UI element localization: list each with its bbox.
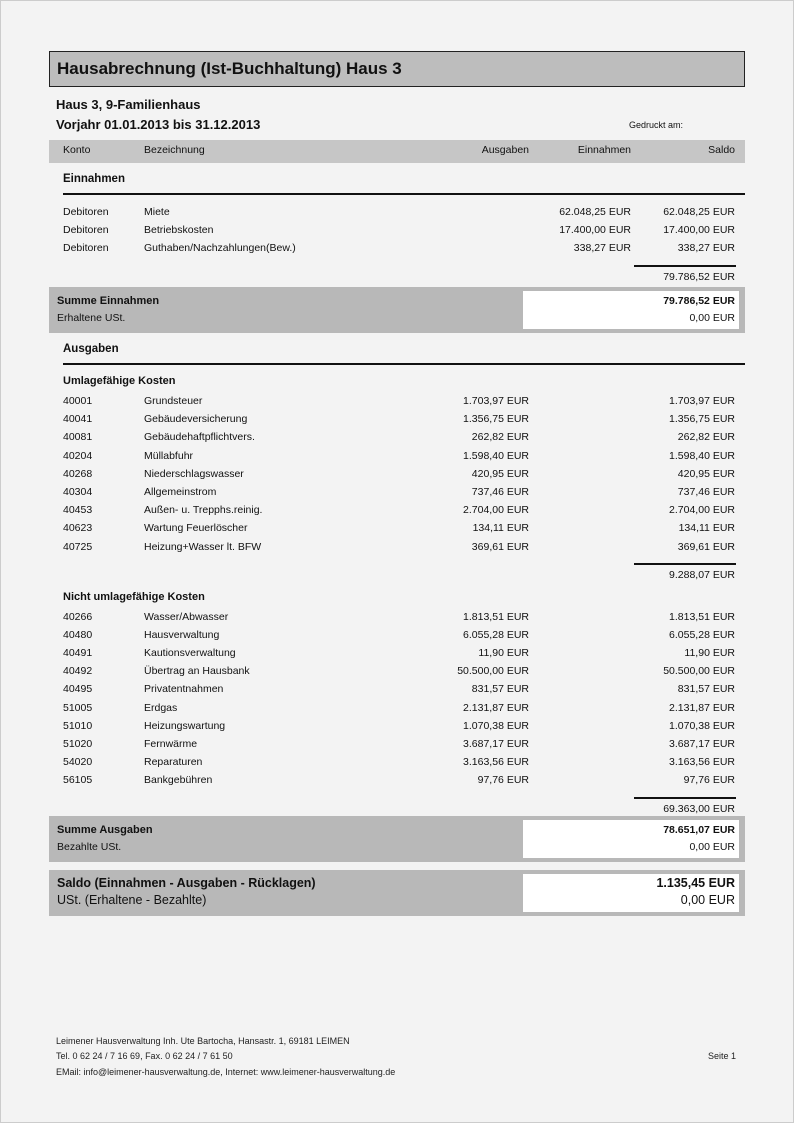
table-row <box>49 627 745 645</box>
col-einnahmen: Einnahmen <box>577 144 631 156</box>
summe-label: Summe Einnahmen <box>57 295 160 307</box>
cell-ausgaben: 1.813,51 EUR <box>463 610 529 623</box>
group-subtotal: 9.288,07 EUR <box>669 568 735 581</box>
col-saldo: Saldo <box>708 144 735 156</box>
table-row <box>49 484 745 502</box>
cell-einnahmen: 338,27 EUR <box>573 242 631 255</box>
cell-konto: 40041 <box>63 413 93 426</box>
table-row <box>49 429 745 447</box>
cell-konto: 40081 <box>63 431 93 444</box>
divider <box>63 193 745 195</box>
cell-ausgaben: 11,90 EUR <box>478 647 529 660</box>
cell-konto: 40266 <box>63 610 93 623</box>
cell-ausgaben: 2.131,87 EUR <box>463 701 529 714</box>
cell-saldo: 1.703,97 EUR <box>669 395 735 407</box>
table-row <box>49 466 745 484</box>
cell-bezeichnung: Allgemeinstrom <box>144 485 217 498</box>
col-bezeichnung: Bezeichnung <box>144 144 205 156</box>
cell-bezeichnung: Wasser/Abwasser <box>144 610 229 623</box>
cell-ausgaben: 3.687,17 EUR <box>463 738 529 750</box>
table-row <box>49 204 745 222</box>
cell-konto: 54020 <box>63 756 93 769</box>
cell-konto: 40495 <box>63 683 93 696</box>
col-konto: Konto <box>63 144 91 156</box>
cell-bezeichnung: Wartung Feuerlöscher <box>144 522 248 535</box>
cell-ausgaben: 420,95 EUR <box>471 467 529 480</box>
cell-bezeichnung: Hausverwaltung <box>144 628 220 641</box>
cell-bezeichnung: Bankgebühren <box>144 774 213 787</box>
cell-konto: 40492 <box>63 665 93 678</box>
cell-ausgaben: 1.070,38 EUR <box>463 719 529 732</box>
cell-konto: 40304 <box>63 485 93 498</box>
ust-label: Bezahlte USt. <box>57 841 122 853</box>
cell-konto: Debitoren <box>63 224 109 237</box>
cell-bezeichnung: Fernwärme <box>144 738 198 750</box>
cell-konto: 51010 <box>63 719 93 732</box>
cell-ausgaben: 262,82 EUR <box>471 431 529 444</box>
cell-konto: 40268 <box>63 467 93 480</box>
cell-bezeichnung: Gebäudeversicherung <box>144 413 248 426</box>
cell-saldo: 11,90 EUR <box>684 647 735 660</box>
group-subtotal: 69.363,00 EUR <box>663 802 735 815</box>
table-row <box>49 411 745 429</box>
cell-bezeichnung: Reparaturen <box>144 756 203 769</box>
ust-value: 0,00 EUR <box>689 841 735 853</box>
table-row <box>49 772 745 790</box>
cell-konto: 40001 <box>63 395 93 407</box>
cell-saldo: 1.070,38 EUR <box>669 719 735 732</box>
printed-label: Gedruckt am: <box>629 120 684 130</box>
cell-ausgaben: 1.598,40 EUR <box>463 449 529 462</box>
cell-ausgaben: 134,11 EUR <box>472 522 529 535</box>
page-number: Seite 1 <box>708 1051 737 1061</box>
period: Vorjahr 01.01.2013 bis 31.12.2013 <box>56 117 261 132</box>
cell-bezeichnung: Heizungswartung <box>144 719 226 732</box>
ust-value: 0,00 EUR <box>689 312 735 324</box>
footer-contact: EMail: info@leimener-hausverwaltung.de, Internet: www.leimener-hausverwaltung.de <box>56 1067 396 1077</box>
cell-saldo: 134,11 EUR <box>678 522 735 535</box>
cell-saldo: 737,46 EUR <box>677 485 735 498</box>
saldo-label: Saldo (Einnahmen - Ausgaben - Rücklagen) <box>57 876 316 890</box>
table-row <box>49 736 745 754</box>
cell-einnahmen: 62.048,25 EUR <box>559 206 631 218</box>
cell-saldo: 50.500,00 EUR <box>663 665 735 678</box>
cell-saldo: 62.048,25 EUR <box>663 206 735 218</box>
section-heading: Ausgaben <box>63 343 119 355</box>
cell-bezeichnung: Außen- u. Trepphs.reinig. <box>144 504 263 517</box>
saldo-box <box>49 870 745 916</box>
ust-diff-value: 0,00 EUR <box>680 893 735 907</box>
cell-bezeichnung: Heizung+Wasser lt. BFW <box>144 540 262 553</box>
cell-saldo: 1.356,75 EUR <box>669 413 735 426</box>
cell-ausgaben: 831,57 EUR <box>471 683 529 696</box>
ausgaben-section <box>49 343 745 822</box>
cell-bezeichnung: Guthaben/Nachzahlungen(Bew.) <box>144 242 296 255</box>
cell-saldo: 831,57 EUR <box>677 683 735 696</box>
cell-saldo: 1.598,40 EUR <box>669 449 735 462</box>
cell-bezeichnung: Betriebskosten <box>144 224 214 237</box>
cell-bezeichnung: Erdgas <box>144 701 178 714</box>
cell-saldo: 369,61 EUR <box>677 540 735 553</box>
cell-bezeichnung: Müllabfuhr <box>144 449 194 462</box>
cell-bezeichnung: Privatentnahmen <box>144 683 224 696</box>
cell-ausgaben: 2.704,00 EUR <box>463 504 529 517</box>
cell-saldo: 1.813,51 EUR <box>669 610 735 623</box>
cell-bezeichnung: Niederschlagswasser <box>144 467 244 480</box>
cell-saldo: 2.131,87 EUR <box>669 701 735 714</box>
cell-konto: 40453 <box>63 504 93 517</box>
group-heading: Umlagefähige Kosten <box>63 375 176 387</box>
cell-bezeichnung: Übertrag an Hausbank <box>144 665 250 678</box>
table-row <box>49 754 745 772</box>
table-row <box>49 520 745 538</box>
table-row <box>49 448 745 466</box>
cell-konto: 40491 <box>63 647 93 660</box>
cell-saldo: 262,82 EUR <box>677 431 735 444</box>
cell-bezeichnung: Gebäudehaftpflichtvers. <box>144 431 255 444</box>
cell-saldo: 6.055,28 EUR <box>669 628 735 641</box>
cell-saldo: 3.687,17 EUR <box>669 738 735 750</box>
column-header <box>49 140 745 163</box>
document-title: Hausabrechnung (Ist-Buchhaltung) Haus 3 <box>49 51 745 87</box>
cell-ausgaben: 737,46 EUR <box>471 485 529 498</box>
summe-label: Summe Ausgaben <box>57 824 153 836</box>
col-ausgaben: Ausgaben <box>481 144 529 156</box>
summe-value: 79.786,52 EUR <box>663 295 735 307</box>
summe-ausgaben-box <box>49 816 745 862</box>
cell-konto: 51020 <box>63 738 93 750</box>
cell-konto: 51005 <box>63 701 93 714</box>
cell-konto: 56105 <box>63 774 93 787</box>
ust-label: Erhaltene USt. <box>57 312 126 324</box>
table-row <box>49 663 745 681</box>
cell-ausgaben: 97,76 EUR <box>477 774 529 787</box>
table-row <box>49 700 745 718</box>
cell-saldo: 97,76 EUR <box>683 774 735 787</box>
cell-ausgaben: 3.163,56 EUR <box>463 756 529 769</box>
einnahmen-section <box>49 173 745 287</box>
cell-einnahmen: 17.400,00 EUR <box>559 224 631 237</box>
table-row <box>49 718 745 736</box>
cell-konto: Debitoren <box>63 242 109 255</box>
table-row <box>49 681 745 699</box>
einnahmen-subtotal: 79.786,52 EUR <box>663 270 735 283</box>
section-heading: Einnahmen <box>63 173 125 185</box>
table-row <box>49 222 745 240</box>
cell-konto: 40623 <box>63 522 93 535</box>
footer-address: Leimener Hausverwaltung Inh. Ute Bartocha, Hansastr. 1, 69181 LEIMEN <box>56 1036 350 1046</box>
cell-ausgaben: 369,61 EUR <box>471 540 529 553</box>
divider <box>63 363 745 365</box>
property-name: Haus 3, 9-Familienhaus <box>56 97 201 112</box>
cell-ausgaben: 50.500,00 EUR <box>457 665 529 678</box>
table-row <box>49 240 745 258</box>
cell-ausgaben: 1.356,75 EUR <box>463 413 529 426</box>
summe-value: 78.651,07 EUR <box>663 824 735 836</box>
cell-ausgaben: 6.055,28 EUR <box>463 628 529 641</box>
cell-bezeichnung: Kautionsverwaltung <box>144 647 236 660</box>
table-row <box>49 645 745 663</box>
saldo-value: 1.135,45 EUR <box>656 876 735 890</box>
cell-konto: 40204 <box>63 449 93 462</box>
table-row <box>49 539 745 557</box>
table-row <box>49 502 745 520</box>
cell-ausgaben: 1.703,97 EUR <box>463 395 529 407</box>
ust-diff-label: USt. (Erhaltene - Bezahlte) <box>57 893 207 907</box>
cell-bezeichnung: Miete <box>144 206 170 218</box>
table-row <box>49 393 745 411</box>
cell-konto: Debitoren <box>63 206 109 218</box>
cell-konto: 40480 <box>63 628 93 641</box>
cell-saldo: 338,27 EUR <box>677 242 735 255</box>
table-row <box>49 609 745 627</box>
summe-einnahmen-box <box>49 287 745 333</box>
cell-saldo: 420,95 EUR <box>677 467 735 480</box>
cell-konto: 40725 <box>63 540 93 553</box>
cell-saldo: 2.704,00 EUR <box>669 504 735 517</box>
footer-phone: Tel. 0 62 24 / 7 16 69, Fax. 0 62 24 / 7 61 50 <box>56 1051 233 1061</box>
cell-saldo: 17.400,00 EUR <box>663 224 735 237</box>
group-heading: Nicht umlagefähige Kosten <box>63 590 205 603</box>
cell-saldo: 3.163,56 EUR <box>669 756 735 769</box>
cell-bezeichnung: Grundsteuer <box>144 395 203 407</box>
